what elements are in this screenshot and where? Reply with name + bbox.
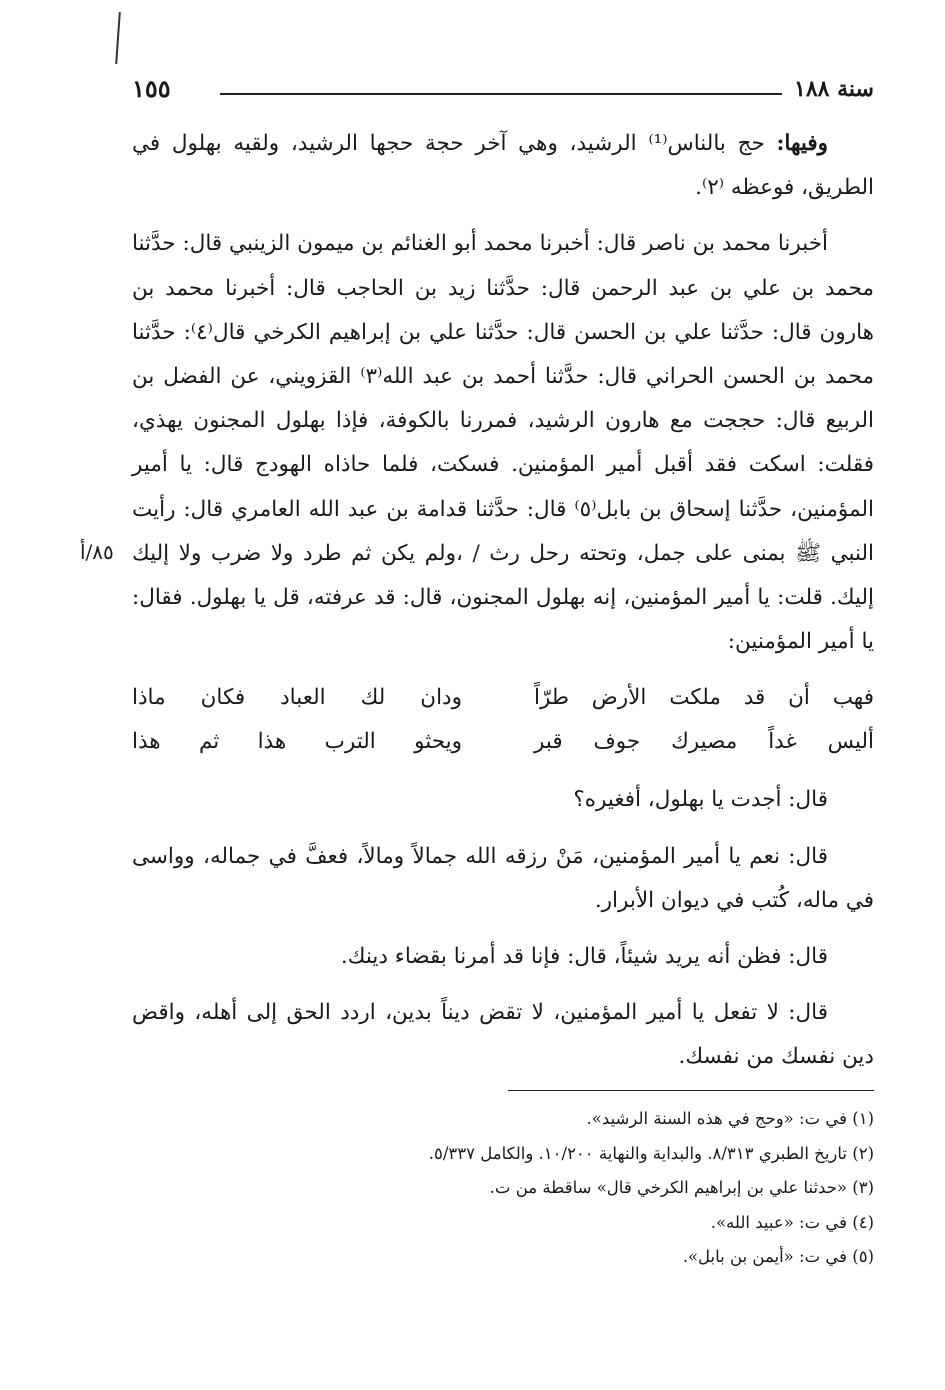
footnote-rule: [508, 1090, 874, 1091]
pen-mark: [115, 12, 121, 64]
poem-line: [132, 676, 874, 720]
paragraph: قال: نعم يا أمير المؤمنين، مَنْ رزقه الله جمالاً ومالاً، فعفَّ في جماله، وواسى في ماله، كُتب في ديوان الأبرار.: [132, 843, 874, 913]
page-header: [132, 72, 874, 108]
hemistich-left: ودان لك العباد فكان ماذا: [132, 685, 462, 711]
margin-folio-note: ٨٥/أ: [80, 540, 114, 564]
poem: [132, 676, 874, 764]
paragraph: قال: لا تفعل يا أمير المؤمنين، لا تقض ديناً بدين، اردد الحق إلى أهله، واقض دين نفسك من نفسك.: [132, 1000, 874, 1070]
paragraph-text: أخبرنا محمد بن ناصر قال: أخبرنا محمد أبو الغنائم بن ميمون الزينبي قال: حدَّثنا محمد بن علي بن عبد الرحمن قال: حدَّثنا زيد بن الحاجب قال: أخبرنا محمد بن هارون قال: حدَّثنا علي بن الحسن قال: حدَّثنا علي بن إبراهيم الكرخي قال⁽٤⁾: حدَّثنا محمد بن الحسن الحراني قال: حدَّثنا أحمد بن عبد الله⁽٣⁾ القزويني، عن الفضل بن الربيع قال: حججت مع هارون الرشيد، فمررنا بالكوفة، فإذا بهلول المجنون يهذي، فقلت: اسكت فقد أقبل أمير المؤمنين. فسكت، فلما حاذاه الهودج قال: يا أمير المؤمنين، حدَّثنا إسحاق بن بابل⁽٥⁾ قال: حدَّثنا قدامة بن عبد الله العامري قال: رأيت النبي ﷺ بمنى على جمل، وتحته رحل رث / ،ولم يكن ثم طرد ولا ضرب ولا إليك إليك. قلت: يا أمير المؤمنين، إنه بهلول المجنون، قال: قد عرفته، قل يا بهلول. فقال: يا أمير المؤمنين:: [132, 231, 875, 655]
hemistich-right: أليس غداً مصيرك جوف قبر: [534, 729, 874, 755]
footnote: (١) في ت: «وحج في هذه السنة الرشيد».: [586, 1109, 874, 1128]
paragraph-text: حج بالناس⁽¹⁾ الرشيد، وهي آخر حجة حجها الرشيد، ولقيه بهلول في الطريق، فوعظه ⁽٢⁾.: [132, 131, 874, 201]
hemistich-left: ويحثو الترب هذا ثم هذا: [132, 729, 462, 755]
header-year: سنة ١٨٨: [794, 76, 874, 102]
paragraph-lead: وفيها:: [776, 131, 828, 156]
poem-line: [132, 720, 874, 764]
hemistich-right: فهب أن قد ملكت الأرض طرّاً: [534, 685, 874, 711]
footnote: (٥) في ت: «أيمن بن بابل».: [682, 1247, 874, 1267]
header-rule: [220, 93, 782, 95]
footnote: (٤) في ت: «عبيد الله».: [710, 1212, 874, 1232]
main-text: [132, 122, 874, 1092]
page-number: ١٥٥: [132, 74, 171, 103]
paragraph: [132, 222, 874, 664]
footnotes: [132, 1102, 874, 1275]
paragraph: [132, 122, 874, 210]
footnote: (٣) «حدثنا علي بن إبراهيم الكرخي قال» ساقطة من ت.: [489, 1178, 874, 1198]
paragraph: قال: أجدت يا بهلول، أفغيره؟: [573, 787, 828, 813]
footnote: (٢) تاريخ الطبري ٨/٣١٣. والبداية والنهاية ١٠/٢٠٠. والكامل ٥/٣٣٧.: [428, 1143, 874, 1163]
paragraph: قال: فظن أنه يريد شيئاً، قال: فإنا قد أمرنا بقضاء دينك.: [340, 944, 828, 970]
